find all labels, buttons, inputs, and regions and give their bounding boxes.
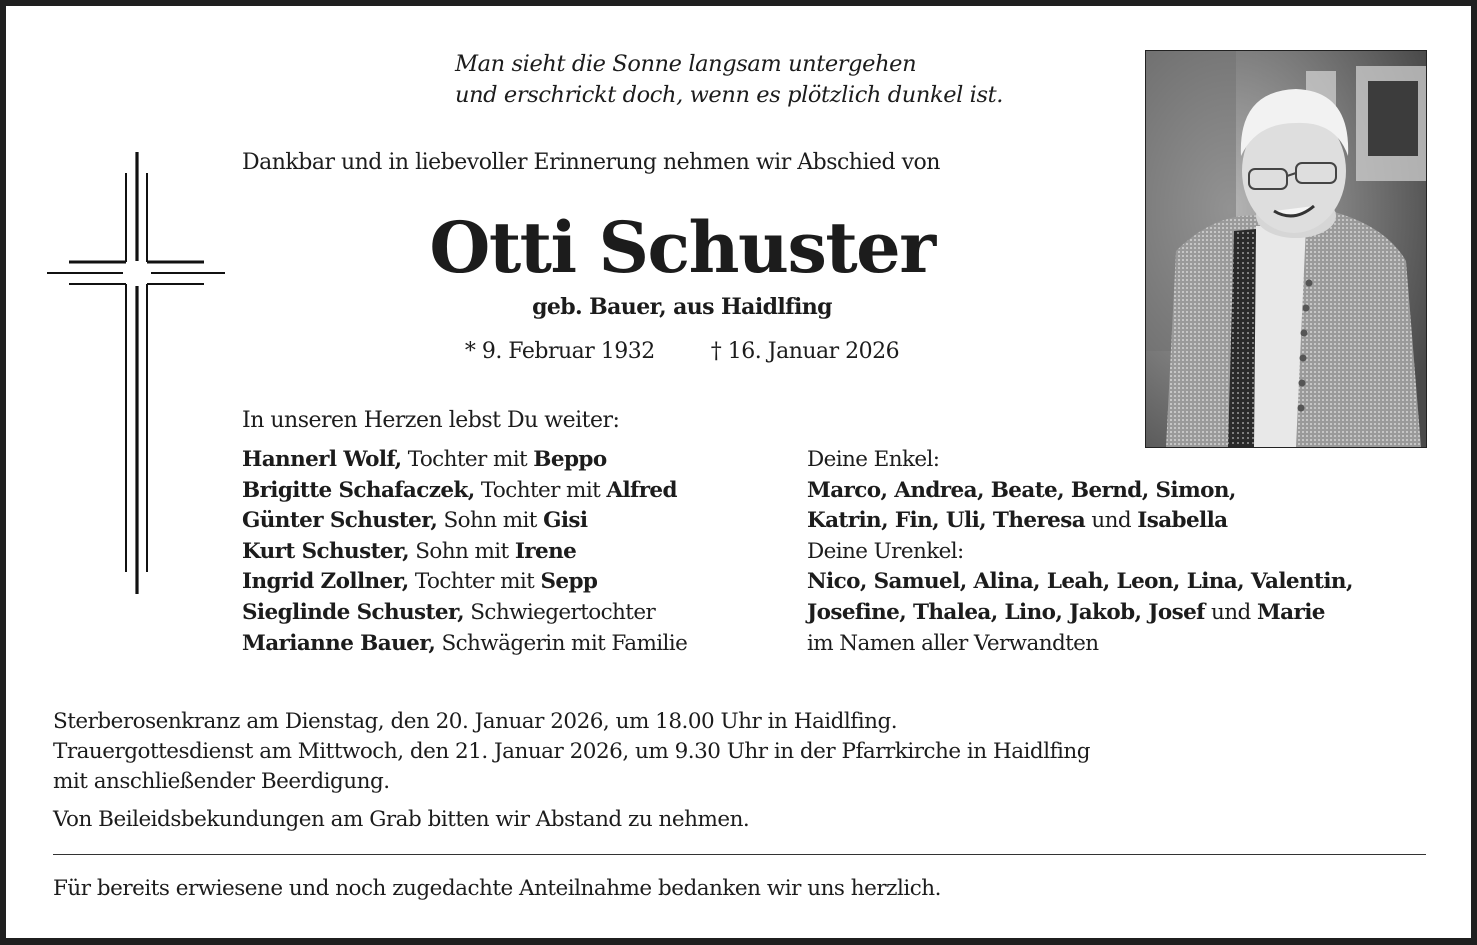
mourner-row [242,476,687,507]
life-dates [242,339,1122,364]
great-grandchildren-line-1 [807,567,1353,598]
mourner-row [242,537,687,568]
burial-info: mit anschließender Beerdigung. [53,769,390,794]
grandchildren-last-name: Isabella [1137,508,1228,534]
great-grandchildren-names: Nico, Samuel, Alina, Leah, Leon, Lina, Valentin, [807,569,1353,595]
funeral-service-info: Trauergottesdienst am Mittwoch, den 21. Januar 2026, um 9.30 Uhr in der Pfarrkirche in Haidlfing [53,739,1091,764]
mourner-relation: Tochter mit [401,447,534,472]
mourner-relation: Sohn mit [409,538,515,564]
rosary-info: Sterberosenkranz am Dienstag, den 20. Januar 2026, um 18.00 Uhr in Haidlfing. [53,709,898,734]
hearts-line: In unseren Herzen lebst Du weiter: [242,408,620,433]
portrait-image [1146,51,1426,447]
mourner-row [242,506,687,537]
mourner-name: Kurt Schuster, [242,538,410,564]
grandchildren-line-1 [807,476,1353,507]
mourner-relation: Sohn mit [437,508,544,534]
obituary-notice [6,6,1471,938]
portrait-photo [1145,50,1427,448]
conjunction: und [1085,508,1138,534]
mourner-row [242,445,687,476]
service-details [53,707,1090,797]
cross-icon [6,6,246,606]
mourner-relation: Tochter mit [408,569,541,595]
relatives-line: im Namen aller Verwandten [807,630,1099,656]
mourner-name: Sieglinde Schuster, [242,599,465,625]
great-grandchildren-names: Josefine, Thalea, Lino, Jakob, Josef [807,599,1205,625]
mourners-list [242,445,687,659]
mourner-name: Marianne Bauer, [242,630,436,656]
mourner-relation: Tochter mit [474,477,607,503]
mourner-row [242,567,687,598]
grandchildren-label: Deine Enkel: [807,447,940,472]
mourner-partner: Irene [514,538,577,564]
intro-text: Dankbar und in liebevoller Erinnerung nehmen wir Abschied von [242,150,940,175]
mourner-row [242,629,687,660]
great-grandchildren-line-2 [807,598,1353,629]
thanks-line: Für bereits erwiesene und noch zugedachte Anteilnahme bedanken wir uns herzlich. [53,876,941,901]
mourner-partner: Sepp [540,569,598,595]
mourner-name: Günter Schuster, [242,508,438,534]
grandchildren-names: Katrin, Fin, Uli, Theresa [807,508,1086,534]
mourner-relation: Schwiegertochter [464,599,656,625]
mourner-name: Ingrid Zollner, [242,569,409,595]
quote-line-2: und erschrickt doch, wenn es plötzlich dunkel ist. [455,82,1003,108]
mourner-relation: Schwägerin mit Familie [435,630,688,656]
descendants-list [807,445,1353,659]
death-date: † 16. Januar 2026 [710,339,900,364]
great-grandchildren-label: Deine Urenkel: [807,538,964,564]
mourner-partner: Alfred [606,477,677,503]
great-grandchildren-last-name: Marie [1256,599,1325,625]
mourner-name: Brigitte Schafaczek, [242,477,475,503]
condolence-note: Von Beileidsbekundungen am Grab bitten wir Abstand zu nehmen. [53,807,750,832]
grandchildren-line-2 [807,506,1353,537]
birth-date: * 9. Februar 1932 [464,339,655,364]
conjunction: und [1204,599,1257,625]
deceased-name: Otti Schuster [429,206,935,289]
mourner-name: Hannerl Wolf, [242,447,402,472]
mourner-partner: Beppo [533,447,607,472]
divider [53,854,1426,855]
quote-line-1: Man sieht die Sonne langsam untergehen [455,51,917,77]
grandchildren-names: Marco, Andrea, Beate, Bernd, Simon, [807,477,1236,503]
deceased-origin: geb. Bauer, aus Haidlfing [532,294,832,320]
memorial-quote [455,49,1003,111]
mourner-partner: Gisi [543,508,588,534]
mourner-row [242,598,687,629]
